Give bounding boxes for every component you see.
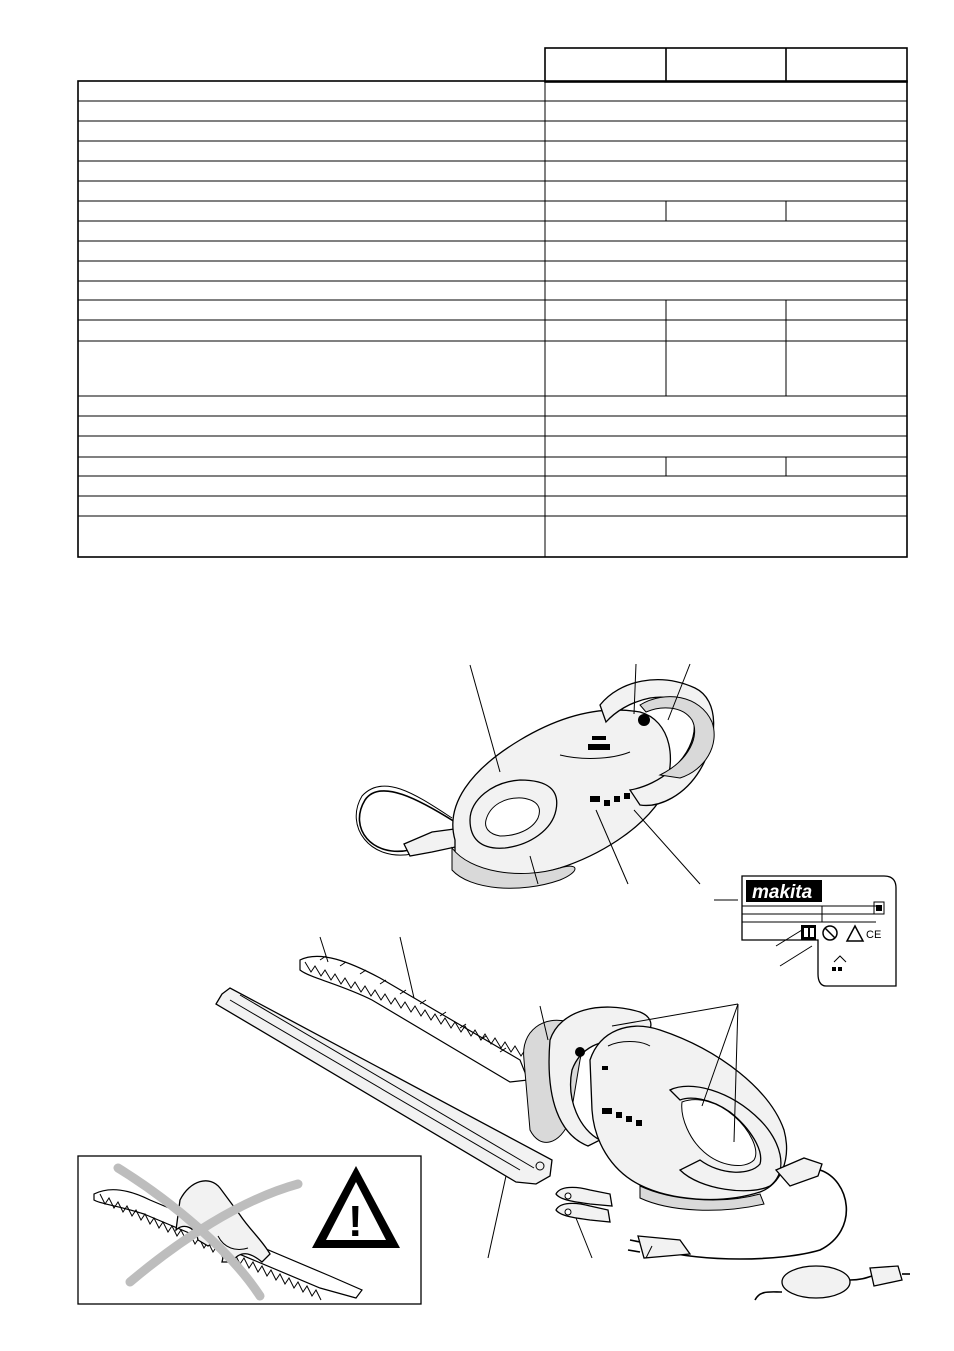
rating-nameplate xyxy=(742,876,896,986)
warning-symbol: ! xyxy=(348,1197,363,1246)
warning-inset xyxy=(78,1156,421,1304)
blade-cover xyxy=(216,988,552,1184)
hedge-trimmer-lower-view xyxy=(524,1007,847,1259)
specification-table xyxy=(0,0,954,600)
table-rows xyxy=(78,101,907,516)
ce-mark: CE xyxy=(866,929,882,941)
hedge-trimmer-top-view xyxy=(356,680,714,889)
model-header-cells xyxy=(545,48,907,82)
tool-illustration xyxy=(0,640,954,1351)
nameplate-brand: makita xyxy=(752,882,813,903)
plug-adapter xyxy=(755,1266,910,1300)
table-frame xyxy=(78,81,907,557)
blade-cover-clips xyxy=(556,1187,612,1222)
